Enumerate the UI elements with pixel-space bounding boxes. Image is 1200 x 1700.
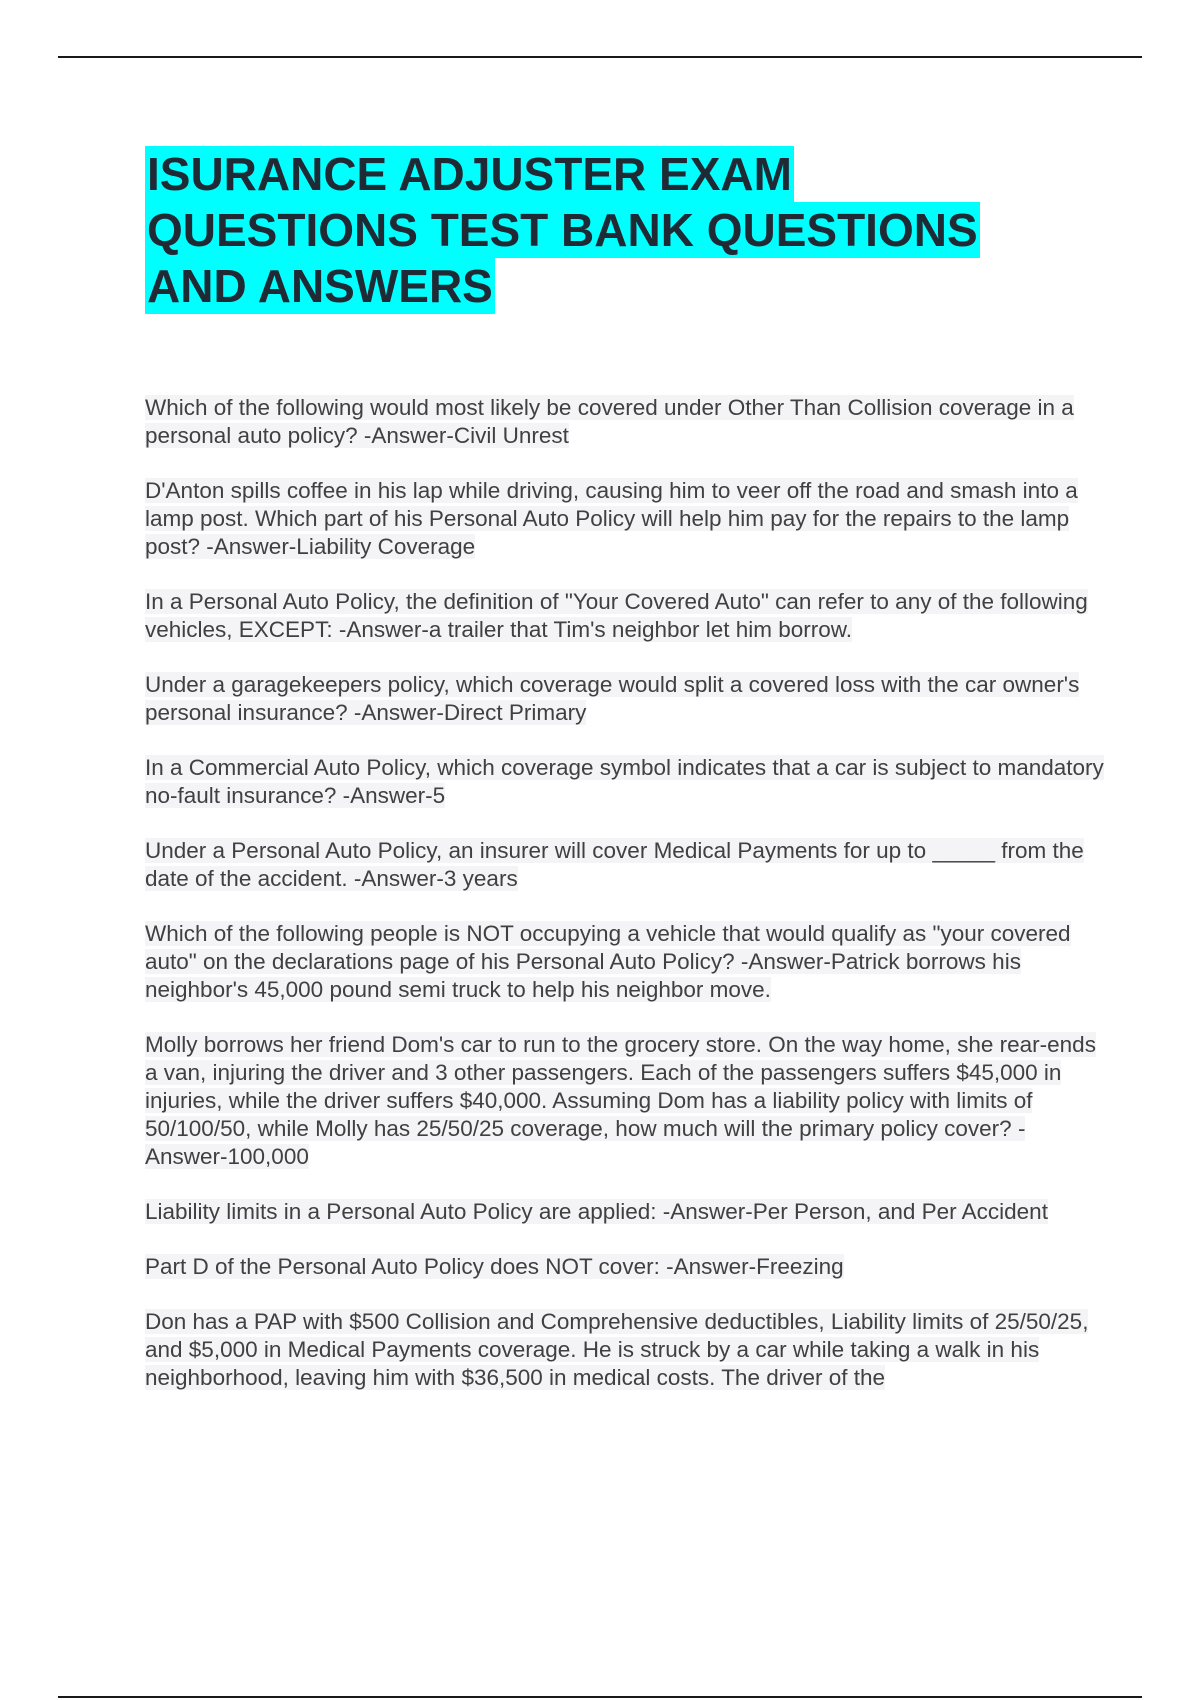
title-line: ISURANCE ADJUSTER EXAM xyxy=(147,148,792,200)
qa-text: Molly borrows her friend Dom's car to run to the grocery store. On the way home, she rear-ends a van, injuring the driver and 3 other passengers. Each of the passengers suffers $45,000 in injuries, while the driver suffers $40,000. Assuming Dom has a liability policy with limits of 50/100/50, while Molly has 25/50/25 coverage, how much will the primary policy cover? -Answer-100,000 xyxy=(145,1032,1096,1169)
qa-item xyxy=(145,477,1105,561)
qa-text: Which of the following people is NOT occupying a vehicle that would qualify as "your covered auto" on the declarations page of his Personal Auto Policy? -Answer-Patrick borrows his neighbor's 45,000 pound semi truck to help his neighbor move. xyxy=(145,921,1071,1002)
title-line: AND ANSWERS xyxy=(147,260,493,312)
qa-text: Part D of the Personal Auto Policy does NOT cover: -Answer-Freezing xyxy=(145,1254,844,1279)
top-rule xyxy=(58,56,1142,58)
qa-text: Don has a PAP with $500 Collision and Comprehensive deductibles, Liability limits of 25/50/25, and $5,000 in Medical Payments coverage. He is struck by a car while taking a walk in his neighborhood, leaving him with $36,500 in medical costs. The driver of the xyxy=(145,1309,1089,1390)
qa-item xyxy=(145,1198,1105,1226)
qa-text: D'Anton spills coffee in his lap while driving, causing him to veer off the road and smash into a lamp post. Which part of his Personal Auto Policy will help him pay for the repairs to the lamp post? -Answer-Liability Coverage xyxy=(145,478,1078,559)
qa-item xyxy=(145,671,1105,727)
qa-item xyxy=(145,1308,1105,1392)
qa-text: In a Commercial Auto Policy, which coverage symbol indicates that a car is subject to mandatory no-fault insurance? -Answer-5 xyxy=(145,755,1104,808)
qa-text: Liability limits in a Personal Auto Policy are applied: -Answer-Per Person, and Per Accident xyxy=(145,1199,1048,1224)
qa-item xyxy=(145,1031,1105,1171)
qa-text: Which of the following would most likely be covered under Other Than Collision coverage in a personal auto policy? -Answer-Civil Unrest xyxy=(145,395,1074,448)
document-title xyxy=(145,146,1105,314)
bottom-rule xyxy=(58,1696,1142,1698)
qa-item xyxy=(145,754,1105,810)
qa-text: Under a Personal Auto Policy, an insurer will cover Medical Payments for up to _____ from the date of the accident. -Answer-3 years xyxy=(145,838,1084,891)
qa-text: In a Personal Auto Policy, the definition of "Your Covered Auto" can refer to any of the following vehicles, EXCEPT: -Answer-a trailer that Tim's neighbor let him borrow. xyxy=(145,589,1088,642)
document-content xyxy=(145,146,1105,1419)
qa-list xyxy=(145,394,1105,1392)
qa-item xyxy=(145,1253,1105,1281)
qa-text: Under a garagekeepers policy, which coverage would split a covered loss with the car owner's personal insurance? -Answer-Direct Primary xyxy=(145,672,1080,725)
qa-item xyxy=(145,588,1105,644)
qa-item xyxy=(145,394,1105,450)
title-line: QUESTIONS TEST BANK QUESTIONS xyxy=(147,204,978,256)
qa-item xyxy=(145,837,1105,893)
qa-item xyxy=(145,920,1105,1004)
